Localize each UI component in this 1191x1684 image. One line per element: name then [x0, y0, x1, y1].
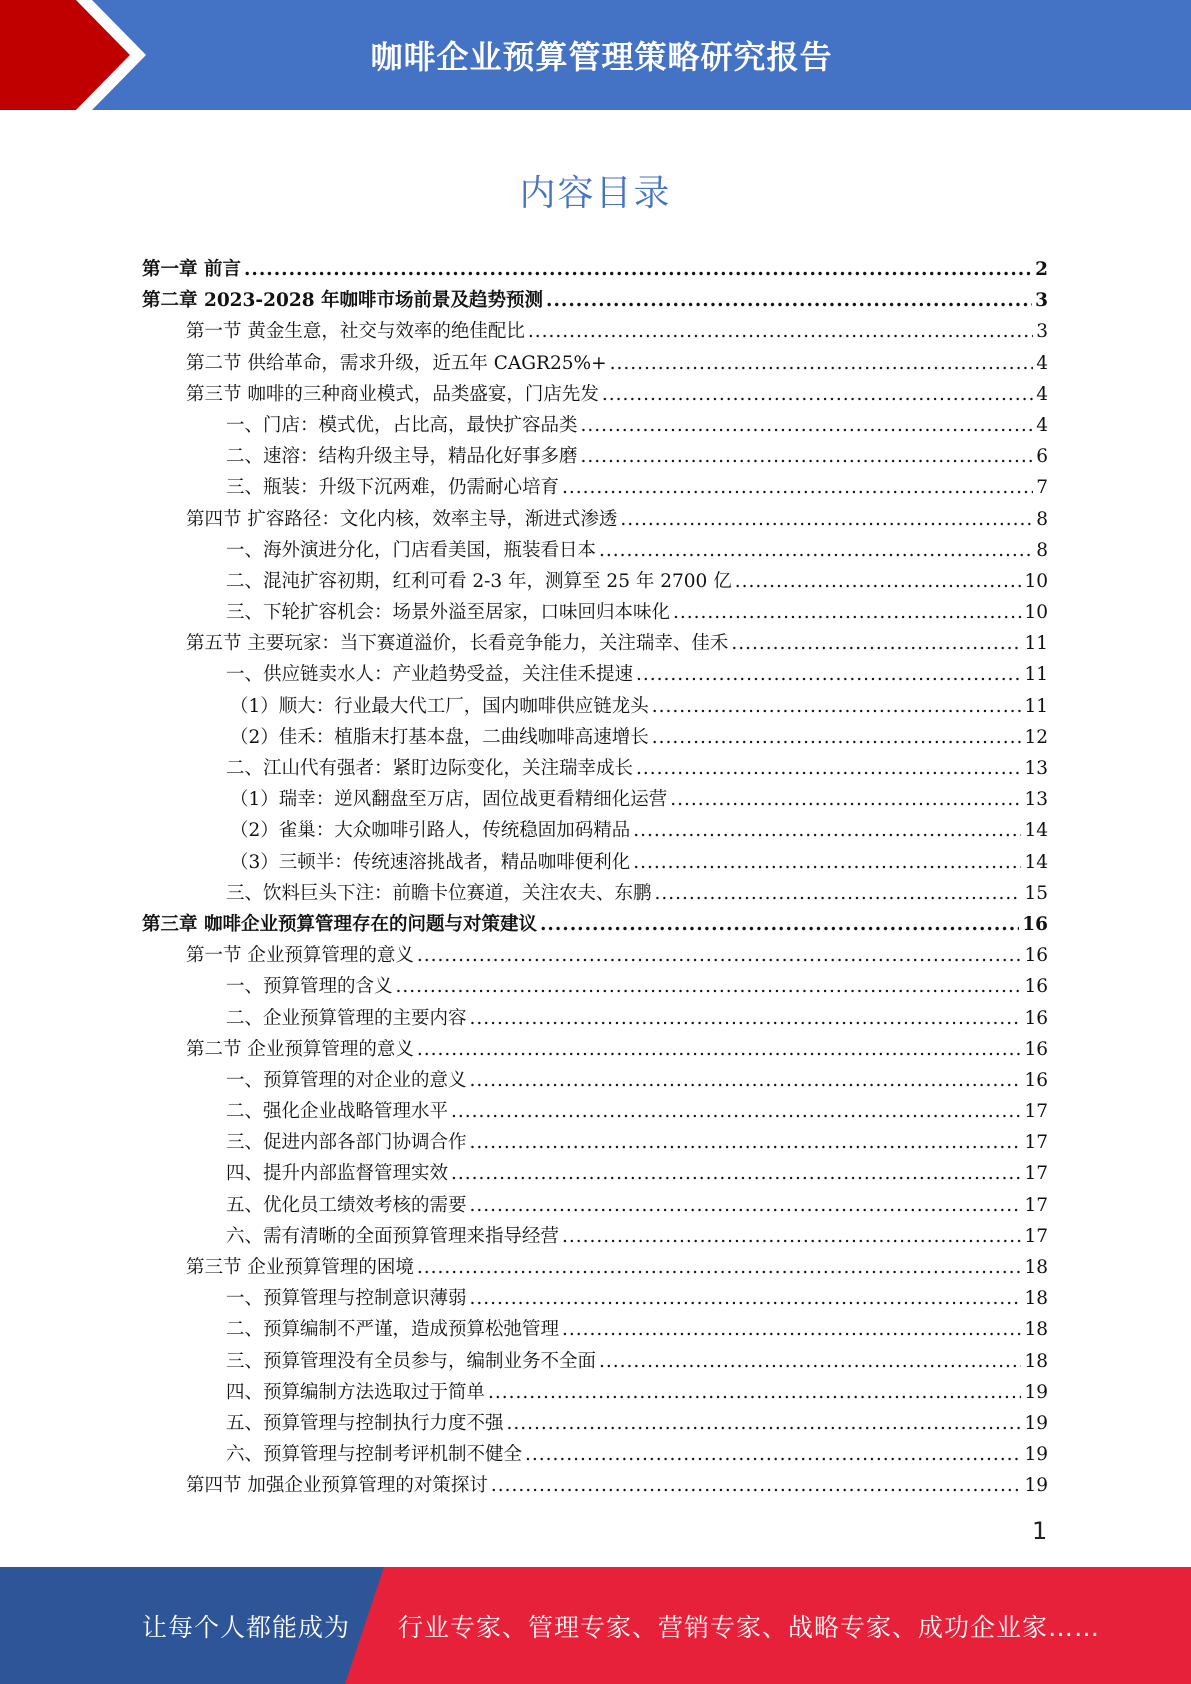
toc-entry-title: 一、预算管理的对企业的意义 — [226, 1069, 467, 1091]
toc-entry-page: 4 — [1036, 383, 1048, 405]
toc-entry-page: 16 — [1022, 913, 1048, 935]
toc-entry-title: 二、预算编制不严谨，造成预算松弛管理 — [226, 1319, 560, 1341]
toc-entry[interactable] — [142, 1314, 1048, 1345]
toc-entry-page: 17 — [1024, 1194, 1048, 1216]
toc-dot-leader — [562, 472, 1033, 503]
page-footer — [0, 1567, 1191, 1684]
toc-entry-title: 第三章 咖啡企业预算管理存在的问题与对策建议 — [142, 913, 537, 935]
toc-dot-leader — [470, 1283, 1022, 1314]
toc-entry-page: 19 — [1024, 1381, 1048, 1403]
toc-dot-leader — [562, 1221, 1021, 1252]
toc-entry-title: 第三节 企业预算管理的困境 — [186, 1257, 414, 1278]
toc-dot-leader — [670, 784, 1021, 815]
toc-entry[interactable] — [142, 285, 1048, 316]
toc-entry-title: 第一节 企业预算管理的意义 — [186, 945, 414, 967]
page-header — [0, 0, 1191, 110]
toc-dot-leader — [610, 348, 1034, 379]
toc-dot-leader — [652, 722, 1022, 753]
toc-entry-page: 4 — [1036, 352, 1048, 374]
toc-dot-leader — [636, 659, 1021, 690]
toc-entry-title: 二、混沌扩容初期，红利可看 2-3 年，测算至 25 年 2700 亿 — [226, 570, 732, 592]
toc-entry-title: 一、海外演进分化，门店看美国，瓶装看日本 — [226, 539, 597, 561]
toc-entry-title: 四、预算编制方法选取过于简单 — [226, 1381, 486, 1403]
toc-entry[interactable] — [142, 753, 1048, 784]
toc-entry-page: 16 — [1024, 1069, 1048, 1091]
toc-entry-title: （3）三顿半：传统速溶挑战者，精品咖啡便利化 — [230, 851, 631, 873]
toc-entry-page: 8 — [1036, 508, 1048, 530]
toc-entry-page: 19 — [1024, 1412, 1048, 1434]
toc-entry[interactable] — [142, 254, 1048, 285]
toc-entry[interactable] — [142, 348, 1048, 379]
toc-entry[interactable] — [142, 1190, 1048, 1221]
toc-entry[interactable] — [142, 1127, 1048, 1158]
toc-entry-title: （1）顺大：行业最大代工厂，国内咖啡供应链龙头 — [230, 695, 649, 717]
toc-entry-page: 18 — [1024, 1350, 1048, 1372]
toc-dot-leader — [636, 753, 1021, 784]
toc-entry[interactable] — [142, 1408, 1048, 1439]
toc-entry-page: 6 — [1036, 446, 1048, 468]
toc-dot-leader — [540, 909, 1019, 940]
toc-dot-leader — [633, 815, 1021, 846]
toc-entry-title: （2）佳禾：植脂末打基本盘，二曲线咖啡高速增长 — [230, 726, 649, 748]
toc-entry-page: 13 — [1024, 758, 1048, 779]
toc-entry-title: 三、预算管理没有全员参与，编制业务不全面 — [226, 1350, 597, 1372]
toc-dot-leader — [581, 410, 1034, 441]
toc-entry-page: 18 — [1024, 1319, 1048, 1341]
toc-entry[interactable] — [142, 535, 1048, 566]
toc-dot-leader — [417, 940, 1022, 971]
toc-dot-leader — [562, 1314, 1021, 1345]
toc-dot-leader — [633, 847, 1021, 878]
toc-entry-page: 17 — [1024, 1101, 1048, 1123]
toc-entry-title: 一、预算管理与控制意识薄弱 — [226, 1288, 467, 1310]
toc-dot-leader — [599, 1346, 1021, 1377]
footer-slogan-left: 让每个人都能成为 — [142, 1612, 351, 1642]
toc-entry[interactable] — [142, 1283, 1048, 1314]
toc-entry-title: 三、促进内部各部门协调合作 — [226, 1132, 467, 1154]
toc-entry-page: 2 — [1035, 259, 1048, 280]
toc-dot-leader — [507, 1408, 1022, 1439]
toc-dot-leader — [470, 1065, 1022, 1096]
toc-dot-leader — [652, 691, 1022, 722]
toc-dot-leader — [581, 441, 1034, 472]
toc-entry[interactable] — [142, 1096, 1048, 1127]
toc-entry-page: 19 — [1024, 1475, 1048, 1497]
toc-entry-page: 3 — [1035, 290, 1048, 312]
toc-entry-title: 一、供应链卖水人：产业趋势受益，关注佳禾提速 — [226, 664, 634, 686]
toc-dot-leader — [417, 1252, 1022, 1283]
toc-entry[interactable] — [142, 909, 1048, 940]
toc-entry[interactable] — [142, 971, 1048, 1002]
toc-entry-title: 第二章 2023-2028 年咖啡市场前景及趋势预测 — [142, 290, 544, 312]
toc-entry[interactable] — [142, 597, 1048, 628]
toc-entry[interactable] — [142, 1065, 1048, 1096]
toc-dot-leader — [488, 1377, 1021, 1408]
toc-entry[interactable] — [142, 1003, 1048, 1034]
toc-entry[interactable] — [142, 504, 1048, 535]
toc-entry[interactable] — [142, 379, 1048, 410]
toc-entry-title: 第五节 主要玩家：当下赛道溢价，长看竞争能力，关注瑞幸、佳禾 — [186, 633, 729, 655]
toc-dot-leader — [655, 878, 1022, 909]
toc-entry-page: 17 — [1024, 1163, 1048, 1185]
toc-entry-page: 17 — [1024, 1132, 1048, 1154]
toc-entry-title: 第二节 企业预算管理的意义 — [186, 1038, 414, 1060]
toc-dot-leader — [731, 628, 1021, 659]
toc-entry[interactable] — [142, 940, 1048, 971]
toc-entry-page: 7 — [1036, 477, 1048, 499]
toc-entry-page: 14 — [1024, 820, 1048, 842]
toc-entry[interactable] — [142, 815, 1048, 846]
toc-entry-title: 第二节 供给革命，需求升级，近五年 CAGR25%+ — [186, 352, 607, 374]
toc-dot-leader — [451, 1158, 1021, 1189]
toc-entry-page: 16 — [1024, 1007, 1048, 1029]
toc-entry-page: 14 — [1024, 851, 1048, 873]
toc-entry-title: 三、瓶装：升级下沉两难，仍需耐心培育 — [226, 477, 560, 499]
toc-entry-title: 二、强化企业战略管理水平 — [226, 1101, 449, 1123]
toc-entry[interactable] — [142, 1377, 1048, 1408]
toc-dot-leader — [244, 254, 1032, 285]
page-number: 1 — [1032, 1517, 1048, 1545]
toc-entry-page: 13 — [1024, 789, 1048, 811]
table-of-contents — [142, 254, 1048, 1502]
toc-dot-leader — [470, 1190, 1022, 1221]
toc-dot-leader — [602, 379, 1033, 410]
toc-entry[interactable] — [142, 878, 1048, 909]
toc-dot-leader — [451, 1096, 1021, 1127]
toc-entry-title: 二、速溶：结构升级主导，精品化好事多磨 — [226, 446, 578, 468]
toc-entry-title: 第三节 咖啡的三种商业模式，品类盛宴，门店先发 — [186, 383, 599, 405]
toc-entry[interactable] — [142, 1252, 1048, 1283]
toc-entry-title: 第四节 扩容路径：文化内核，效率主导，渐进式渗透 — [186, 508, 618, 530]
toc-dot-leader — [735, 566, 1022, 597]
toc-entry-page: 15 — [1024, 882, 1048, 904]
toc-entry[interactable] — [142, 659, 1048, 690]
toc-entry-title: 五、预算管理与控制执行力度不强 — [226, 1412, 504, 1434]
toc-entry-page: 18 — [1024, 1257, 1048, 1278]
toc-entry[interactable] — [142, 628, 1048, 659]
toc-entry-title: 二、江山代有强者：紧盯边际变化，关注瑞幸成长 — [226, 758, 634, 779]
toc-entry[interactable] — [142, 1034, 1048, 1065]
toc-dot-leader — [417, 1034, 1022, 1065]
toc-entry-title: （2）雀巢：大众咖啡引路人，传统稳固加码精品 — [230, 820, 631, 842]
toc-entry[interactable] — [142, 316, 1048, 347]
toc-entry-page: 11 — [1024, 633, 1048, 655]
toc-entry-title: 四、提升内部监督管理实效 — [226, 1163, 449, 1185]
toc-dot-leader — [599, 535, 1033, 566]
toc-entry-page: 10 — [1024, 570, 1048, 592]
report-title: 咖啡企业预算管理策略研究报告 — [370, 38, 833, 76]
toc-entry[interactable] — [142, 566, 1048, 597]
toc-entry[interactable] — [142, 722, 1048, 753]
toc-entry-page: 16 — [1024, 945, 1048, 967]
toc-heading: 内容目录 — [519, 173, 672, 214]
toc-entry-page: 8 — [1036, 539, 1048, 561]
toc-entry-page: 4 — [1036, 414, 1048, 436]
toc-entry[interactable] — [142, 441, 1048, 472]
toc-dot-leader — [673, 597, 1021, 628]
toc-entry-title: 六、需有清晰的全面预算管理来指导经营 — [226, 1225, 560, 1247]
toc-entry[interactable] — [142, 847, 1048, 878]
toc-entry-page: 11 — [1024, 664, 1048, 686]
toc-entry-page: 17 — [1024, 1225, 1048, 1247]
toc-entry-title: 二、企业预算管理的主要内容 — [226, 1007, 467, 1029]
toc-entry-title: 一、预算管理的含义 — [226, 976, 393, 998]
toc-entry[interactable] — [142, 784, 1048, 815]
toc-dot-leader — [620, 504, 1033, 535]
toc-dot-leader — [470, 1127, 1022, 1158]
toc-entry-page: 3 — [1036, 321, 1048, 343]
toc-entry-title: （1）瑞幸：逆风翻盘至万店，固位战更看精细化运营 — [230, 789, 668, 811]
toc-entry-title: 一、门店：模式优，占比高，最快扩容品类 — [226, 414, 578, 436]
toc-entry[interactable] — [142, 472, 1048, 503]
toc-entry-title: 三、下轮扩容机会：场景外溢至居家，口味回归本味化 — [226, 602, 671, 624]
toc-entry-title: 六、预算管理与控制考评机制不健全 — [226, 1444, 523, 1466]
toc-entry-title: 第一节 黄金生意，社交与效率的绝佳配比 — [186, 321, 525, 343]
toc-dot-leader — [525, 1439, 1021, 1470]
toc-entry-page: 11 — [1024, 695, 1048, 717]
toc-entry-title: 五、优化员工绩效考核的需要 — [226, 1194, 467, 1216]
toc-entry[interactable] — [142, 1221, 1048, 1252]
toc-dot-leader — [546, 285, 1032, 316]
toc-entry-page: 18 — [1024, 1288, 1048, 1310]
toc-entry-page: 12 — [1024, 726, 1048, 748]
toc-entry-title: 第四节 加强企业预算管理的对策探讨 — [186, 1475, 488, 1497]
toc-entry[interactable] — [142, 691, 1048, 722]
toc-entry-page: 19 — [1024, 1444, 1048, 1466]
toc-entry-page: 16 — [1024, 1038, 1048, 1060]
toc-entry[interactable] — [142, 1470, 1048, 1501]
toc-dot-leader — [491, 1470, 1022, 1501]
toc-entry[interactable] — [142, 1158, 1048, 1189]
toc-dot-leader — [396, 971, 1022, 1002]
toc-entry-page: 10 — [1024, 602, 1048, 624]
toc-entry[interactable] — [142, 1346, 1048, 1377]
toc-entry[interactable] — [142, 410, 1048, 441]
toc-entry-title: 第一章 前言 — [142, 259, 241, 280]
toc-entry-page: 16 — [1024, 976, 1048, 998]
toc-dot-leader — [470, 1003, 1022, 1034]
toc-entry[interactable] — [142, 1439, 1048, 1470]
toc-dot-leader — [528, 316, 1033, 347]
footer-slogan-right: 行业专家、管理专家、营销专家、战略专家、成功企业家…… — [398, 1612, 1101, 1642]
toc-entry-title: 三、饮料巨头下注：前瞻卡位赛道，关注农夫、东鹏 — [226, 882, 652, 904]
